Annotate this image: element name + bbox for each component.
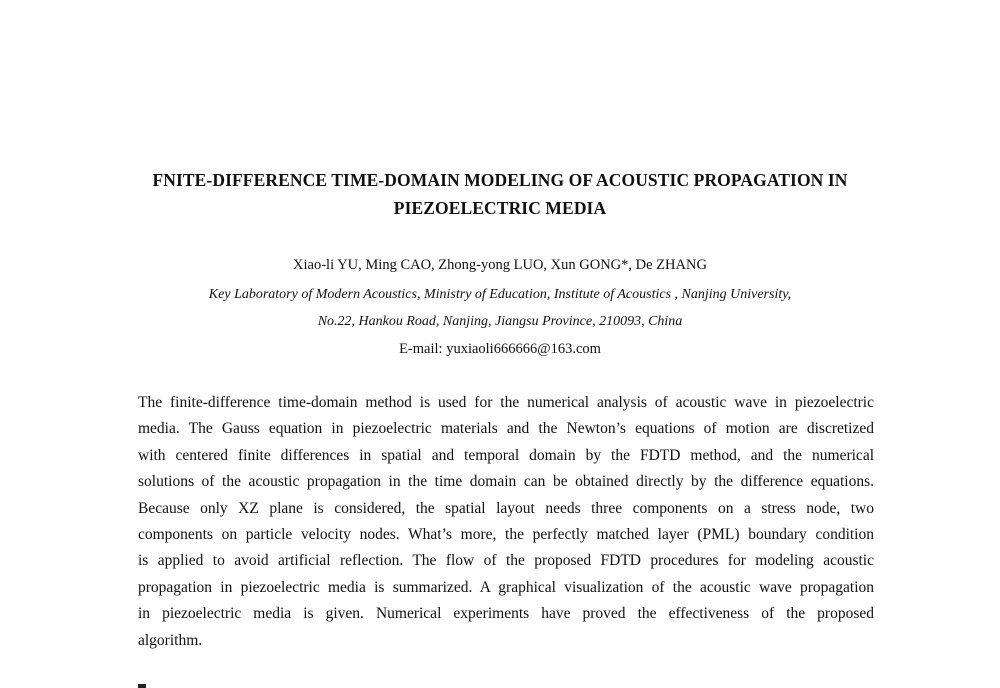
paper-title <box>100 166 900 222</box>
title-line-2: PIEZOELECTRIC MEDIA <box>393 198 607 218</box>
contact-email: E-mail: yuxiaoli666666@163.com <box>399 341 601 357</box>
abstract-line: with centered finite differences in spatial and temporal domain by the FDTD method, and the numerical <box>138 446 874 464</box>
abstract-line: in piezoelectric media is given. Numerical experiments have proved the effectiveness of the proposed <box>138 605 874 623</box>
abstract-line: components on particle velocity nodes. What’s more, the perfectly matched layer (PML) boundary condition <box>138 526 874 544</box>
abstract-line: propagation in piezoelectric media is summarized. A graphical visualization of the acoustic wave propagation <box>138 578 874 596</box>
abstract-line: solutions of the acoustic propagation in the time domain can be obtained directly by the difference equations. <box>138 473 874 491</box>
abstract-line: The finite-difference time-domain method is used for the numerical analysis of acoustic wave in piezoelectric <box>138 394 874 411</box>
abstract-line: Because only XZ plane is considered, the spatial layout needs three components on a stress node, two <box>138 499 874 517</box>
cut-off-text-fragment <box>138 684 146 688</box>
abstract <box>138 390 874 654</box>
abstract-line: is applied to avoid artificial reflection. The flow of the proposed FDTD procedures for modeling acoustic <box>138 552 874 570</box>
affiliation-line-1: Key Laboratory of Modern Acoustics, Ministry of Education, Institute of Acoustics , Nanjing University, <box>208 287 792 302</box>
abstract-line: algorithm. <box>138 631 203 649</box>
abstract-line: media. The Gauss equation in piezoelectric materials and the Newton’s equations of motion are discretized <box>138 420 874 438</box>
title-line-1: FNITE-DIFFERENCE TIME-DOMAIN MODELING OF ACOUSTIC PROPAGATION IN <box>152 170 848 190</box>
affiliation-line-2: No.22, Hankou Road, Nanjing, Jiangsu Province, 210093, China <box>317 314 683 329</box>
author-list: Xiao-li YU, Ming CAO, Zhong-yong LUO, Xun GONG*, De ZHANG <box>293 257 707 273</box>
